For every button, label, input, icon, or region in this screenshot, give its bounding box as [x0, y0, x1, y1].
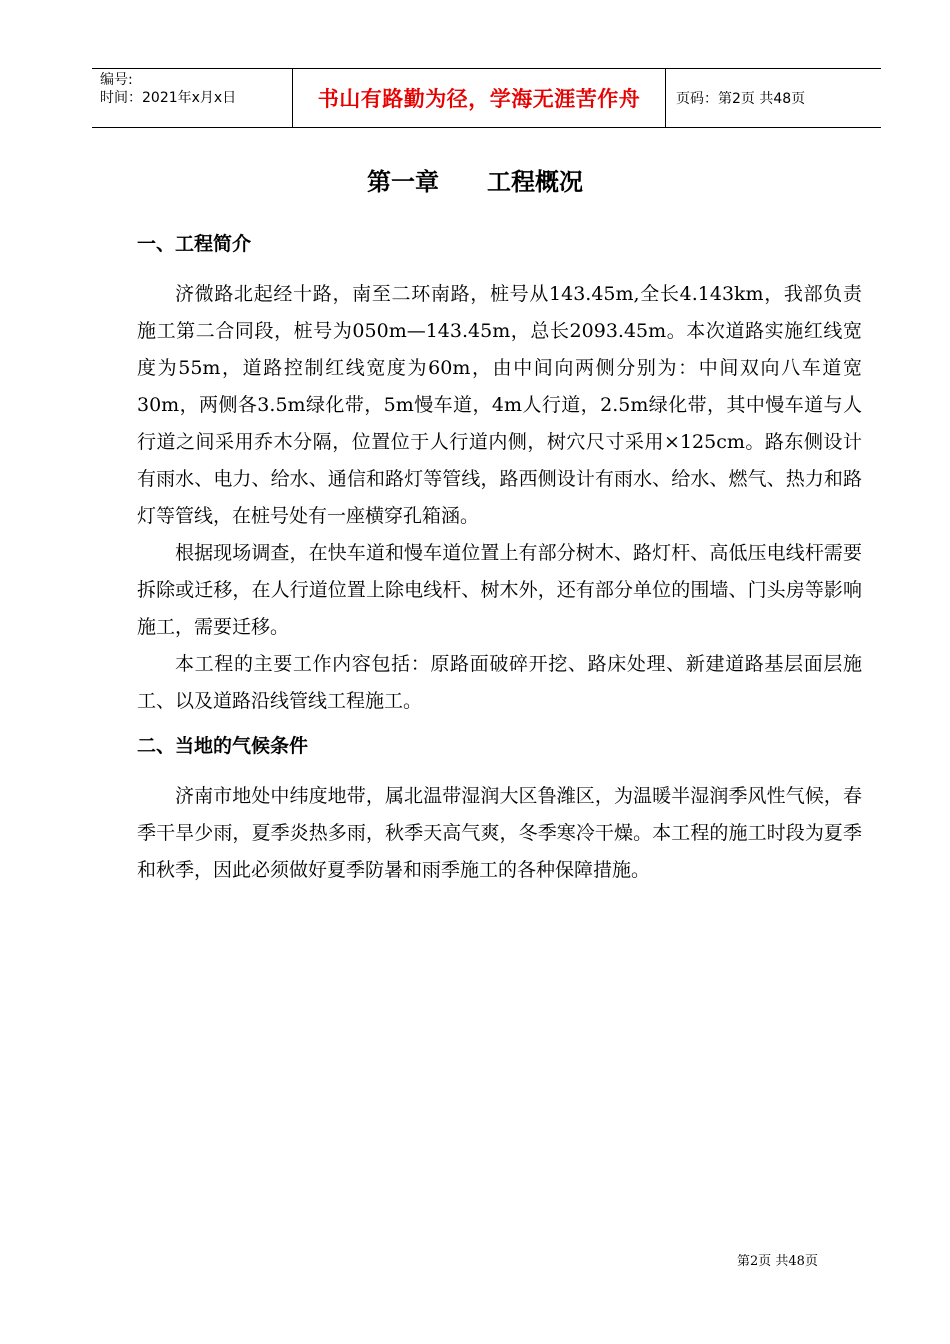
section-body-project-overview	[137, 276, 862, 720]
document-time-label: 时间：2021年x月x日	[100, 90, 237, 106]
paragraph: 根据现场调查，在快车道和慢车道位置上有部分树木、路灯杆、高低压电线杆需要拆除或迁移，在人行道位置上除电线杆、树木外，还有部分单位的围墙、门头房等影响施工，需要迁移。	[137, 542, 862, 638]
header-meta	[92, 69, 293, 127]
section-heading-project-overview: 一、工程简介	[137, 233, 252, 255]
paragraph: 济南市地处中纬度地带，属北温带湿润大区鲁潍区，为温暖半湿润季风性气候，春季干旱少雨，夏季炎热多雨，秋季天高气爽，冬季寒冷干燥。本工程的施工时段为夏季和秋季，因此必须做好夏季防暑和雨季施工的各种保障措施。	[137, 785, 862, 881]
page-header	[92, 68, 881, 128]
section-body-climate	[137, 778, 862, 889]
paragraph: 济微路北起经十路，南至二环南路，桩号从143.45m,全长4.143km，我部负责施工第二合同段，桩号为050m—143.45m，总长2093.45m。本次道路实施红线宽度为55m，道路控制红线宽度为60m，由中间向两侧分别为：中间双向八车道宽30m，两侧各3.5m绿化带，5m慢车道，4m人行道，2.5m绿化带，其中慢车道与人行道之间采用乔木分隔，位置位于人行道内侧，树穴尺寸采用×125cm。路东侧设计有雨水、电力、给水、通信和路灯等管线，路西侧设计有雨水、给水、燃气、热力和路灯等管线，在桩号处有一座横穿孔箱涵。	[137, 283, 862, 527]
header-motto: 书山有路勤为径，学海无涯苦作舟	[293, 69, 666, 127]
document-number-label: 编号:	[100, 72, 133, 88]
chapter-title: 第一章 工程概况	[367, 168, 583, 196]
document-body	[137, 226, 862, 889]
header-page-number: 页码：第2页 共48页	[676, 91, 806, 107]
paragraph: 本工程的主要工作内容包括：原路面破碎开挖、路床处理、新建道路基层面层施工、以及道路沿线管线工程施工。	[137, 653, 862, 712]
section-heading-climate: 二、当地的气候条件	[137, 735, 309, 757]
page-footer-number: 第2页 共48页	[737, 1254, 818, 1269]
